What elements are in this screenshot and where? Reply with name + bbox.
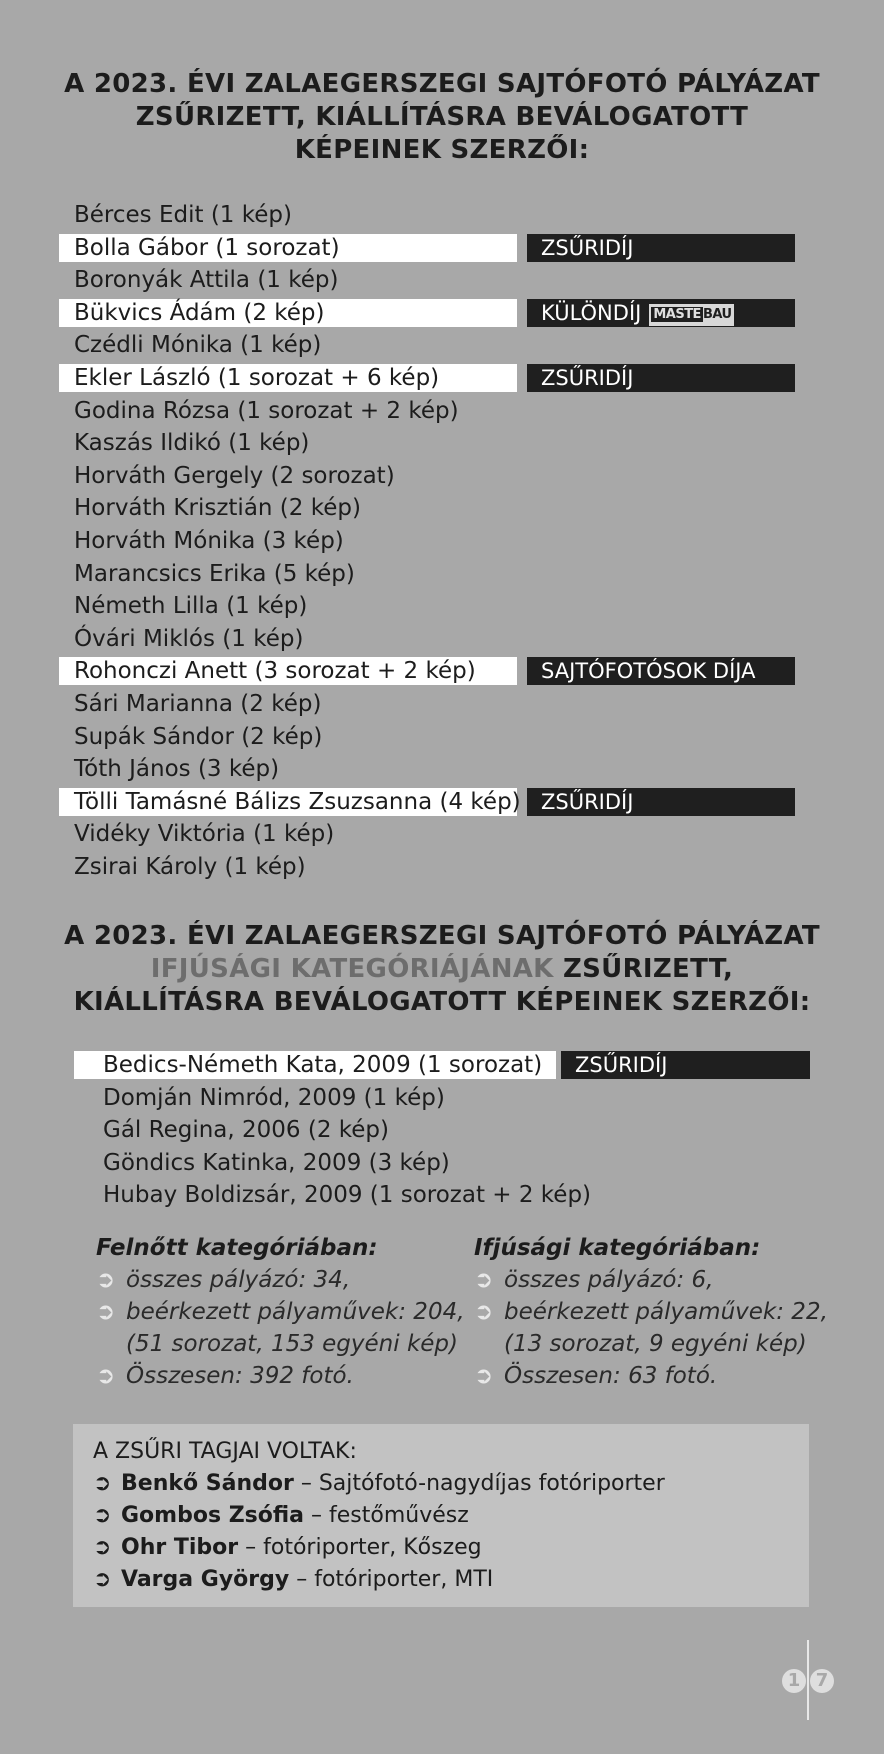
adult-author-name: Horváth Gergely (2 sorozat) (74, 462, 395, 489)
adult-author-entry (0, 689, 884, 722)
adult-author-entry (0, 624, 884, 657)
adult-author-name: Ekler László (1 sorozat + 6 kép) (74, 364, 440, 391)
stats-youth-works-detail: (13 sorozat, 9 egyéni kép) (504, 1331, 807, 1357)
arrow-circle-icon: ➲ (96, 1267, 116, 1293)
adult-author-name: Horváth Mónika (3 kép) (74, 527, 344, 554)
youth-author-entry (0, 1148, 884, 1181)
sponsor-logo-part-2: BAU (702, 306, 732, 322)
stats-youth-item (474, 1296, 864, 1328)
award-badge (527, 788, 795, 816)
adult-author-list (0, 200, 884, 884)
heading-youth-line-2 (40, 953, 844, 986)
heading-youth-line-3: KIÁLLÍTÁSRA BEVÁLOGATOTT KÉPEINEK SZERZŐI: (73, 987, 811, 1017)
jury-box (73, 1424, 809, 1607)
adult-author-name: Marancsics Erika (5 kép) (74, 560, 355, 587)
adult-author-name: Boronyák Attila (1 kép) (74, 267, 339, 294)
adult-author-entry (0, 396, 884, 429)
arrow-circle-icon: ➲ (93, 1471, 112, 1496)
adult-author-name: Horváth Krisztián (2 kép) (74, 495, 361, 522)
sponsor-logo (649, 304, 733, 326)
adult-author-name: Óvári Miklós (1 kép) (74, 625, 304, 652)
youth-author-name: Hubay Boldizsár, 2009 (1 sorozat + 2 kép) (103, 1182, 592, 1209)
stats-adult (96, 1232, 476, 1392)
adult-author-entry (0, 754, 884, 787)
youth-author-entry (0, 1180, 884, 1213)
arrow-circle-icon: ➲ (474, 1299, 494, 1325)
heading-adult (40, 68, 844, 167)
jury-member (93, 1468, 809, 1500)
adult-author-entry (0, 819, 884, 852)
youth-author-name: Göndics Katinka, 2009 (3 kép) (103, 1149, 450, 1176)
arrow-circle-icon: ➲ (93, 1567, 112, 1592)
stats-youth (474, 1232, 864, 1392)
adult-author-name: Vidéky Viktória (1 kép) (74, 821, 335, 848)
stats-adult-item (96, 1264, 476, 1296)
award-label: ZSŰRIDÍJ (541, 789, 634, 814)
heading-youth-line-1: A 2023. ÉVI ZALAEGERSZEGI SAJTÓFOTÓ PÁLYÁZAT (64, 921, 820, 951)
stats-adult-item (96, 1360, 476, 1392)
jury-title: A ZSŰRI TAGJAI VOLTAK: (93, 1439, 357, 1464)
jury-member (93, 1500, 809, 1532)
adult-author-entry (0, 461, 884, 494)
youth-author-entry (0, 1050, 884, 1083)
adult-author-entry (0, 265, 884, 298)
adult-author-entry (0, 656, 884, 689)
adult-author-name: Sári Marianna (2 kép) (74, 690, 322, 717)
page-number-digit-2: 7 (810, 1669, 834, 1693)
adult-author-name: Czédli Mónika (1 kép) (74, 332, 322, 359)
heading-youth (40, 920, 844, 1019)
adult-author-entry (0, 526, 884, 559)
adult-author-entry (0, 559, 884, 592)
page-number-digit-1: 1 (782, 1669, 806, 1693)
stats-adult-title: Felnőtt kategóriában: (96, 1235, 378, 1261)
adult-author-name: Bükvics Ádám (2 kép) (74, 299, 325, 326)
award-badge (527, 657, 795, 685)
arrow-circle-icon: ➲ (96, 1363, 116, 1389)
youth-author-list (0, 1050, 884, 1213)
award-badge (527, 299, 795, 327)
page-number-divider (807, 1640, 809, 1720)
adult-author-entry (0, 428, 884, 461)
stats-youth-works: beérkezett pályaművek: 22, (504, 1299, 828, 1325)
adult-author-entry (0, 722, 884, 755)
jury-member-name: Gombos Zsófia (121, 1503, 305, 1528)
adult-author-entry (0, 363, 884, 396)
stats-adult-item (96, 1296, 476, 1328)
adult-author-entry (0, 330, 884, 363)
stats-adult-total: Összesen: 392 fotó. (126, 1363, 354, 1389)
adult-author-name: Kaszás Ildikó (1 kép) (74, 430, 310, 457)
jury-member-role: – Sajtófotó-nagydíjas fotóriporter (293, 1471, 665, 1496)
youth-author-name: Gál Regina, 2006 (2 kép) (103, 1117, 389, 1144)
arrow-circle-icon: ➲ (93, 1503, 112, 1528)
jury-member-name: Ohr Tibor (121, 1535, 239, 1560)
arrow-circle-icon: ➲ (93, 1535, 112, 1560)
youth-author-name: Bedics-Németh Kata, 2009 (1 sorozat) (103, 1052, 543, 1078)
award-badge (527, 234, 795, 262)
adult-author-name: Tóth János (3 kép) (74, 756, 280, 783)
page-number (778, 1640, 838, 1720)
adult-author-name: Rohonczi Anett (3 sorozat + 2 kép) (74, 658, 476, 685)
stats-youth-item (474, 1264, 864, 1296)
adult-author-entry (0, 787, 884, 820)
stats-adult-works-detail: (51 sorozat, 153 egyéni kép) (126, 1331, 458, 1357)
award-badge (561, 1051, 810, 1079)
arrow-circle-icon: ➲ (474, 1267, 494, 1293)
stats-youth-total: Összesen: 63 fotó. (504, 1363, 718, 1389)
stats-adult-entrants: összes pályázó: 34, (126, 1267, 351, 1293)
arrow-circle-icon: ➲ (96, 1299, 116, 1325)
adult-author-name: Németh Lilla (1 kép) (74, 593, 308, 620)
adult-author-entry (0, 233, 884, 266)
award-label: ZSŰRIDÍJ (541, 365, 634, 390)
youth-author-name: Domján Nimród, 2009 (1 kép) (103, 1084, 445, 1111)
arrow-circle-icon: ➲ (474, 1363, 494, 1389)
award-label: KÜLÖNDÍJ (541, 300, 642, 325)
jury-member-role: – fotóriporter, MTI (289, 1567, 494, 1592)
adult-author-entry (0, 200, 884, 233)
award-label: ZSŰRIDÍJ (575, 1053, 668, 1077)
adult-author-name: Zsirai Károly (1 kép) (74, 853, 306, 880)
award-label: ZSŰRIDÍJ (541, 235, 634, 260)
adult-author-name: Godina Rózsa (1 sorozat + 2 kép) (74, 397, 459, 424)
stats-youth-item (474, 1360, 864, 1392)
heading-youth-line-2-rest: ZSŰRIZETT, (553, 954, 734, 984)
jury-member-name: Varga György (121, 1567, 290, 1592)
stats-adult-works: beérkezett pályaművek: 204, (126, 1299, 465, 1325)
award-badge (527, 364, 795, 392)
adult-author-entry (0, 298, 884, 331)
heading-adult-line-1: A 2023. ÉVI ZALAEGERSZEGI SAJTÓFOTÓ PÁLYÁZAT (64, 69, 820, 99)
award-label: SAJTÓFOTÓSOK DÍJA (541, 659, 756, 684)
youth-category-highlight: IFJÚSÁGI KATEGÓRIÁJÁNAK (150, 954, 554, 984)
heading-adult-line-3: KÉPEINEK SZERZŐI: (294, 135, 590, 165)
adult-author-name: Bérces Edit (1 kép) (74, 202, 292, 228)
jury-member-name: Benkő Sándor (121, 1471, 294, 1496)
jury-member-role: – festőművész (304, 1503, 469, 1528)
jury-member-role: – fotóriporter, Kőszeg (238, 1535, 482, 1560)
jury-member (93, 1532, 809, 1564)
adult-author-name: Tölli Tamásné Bálizs Zsuzsanna (4 kép) (74, 788, 521, 815)
adult-author-name: Supák Sándor (2 kép) (74, 723, 323, 750)
stats-youth-title: Ifjúsági kategóriában: (474, 1235, 761, 1261)
jury-member (93, 1564, 809, 1596)
adult-author-entry (0, 493, 884, 526)
heading-adult-line-2: ZSŰRIZETT, KIÁLLÍTÁSRA BEVÁLOGATOTT (135, 102, 749, 132)
adult-author-entry (0, 591, 884, 624)
youth-author-entry (0, 1115, 884, 1148)
youth-author-entry (0, 1083, 884, 1116)
adult-author-name: Bolla Gábor (1 sorozat) (74, 234, 340, 261)
adult-author-entry (0, 852, 884, 885)
sponsor-logo-part-1: MASTE (653, 306, 701, 322)
stats-youth-entrants: összes pályázó: 6, (504, 1267, 714, 1293)
